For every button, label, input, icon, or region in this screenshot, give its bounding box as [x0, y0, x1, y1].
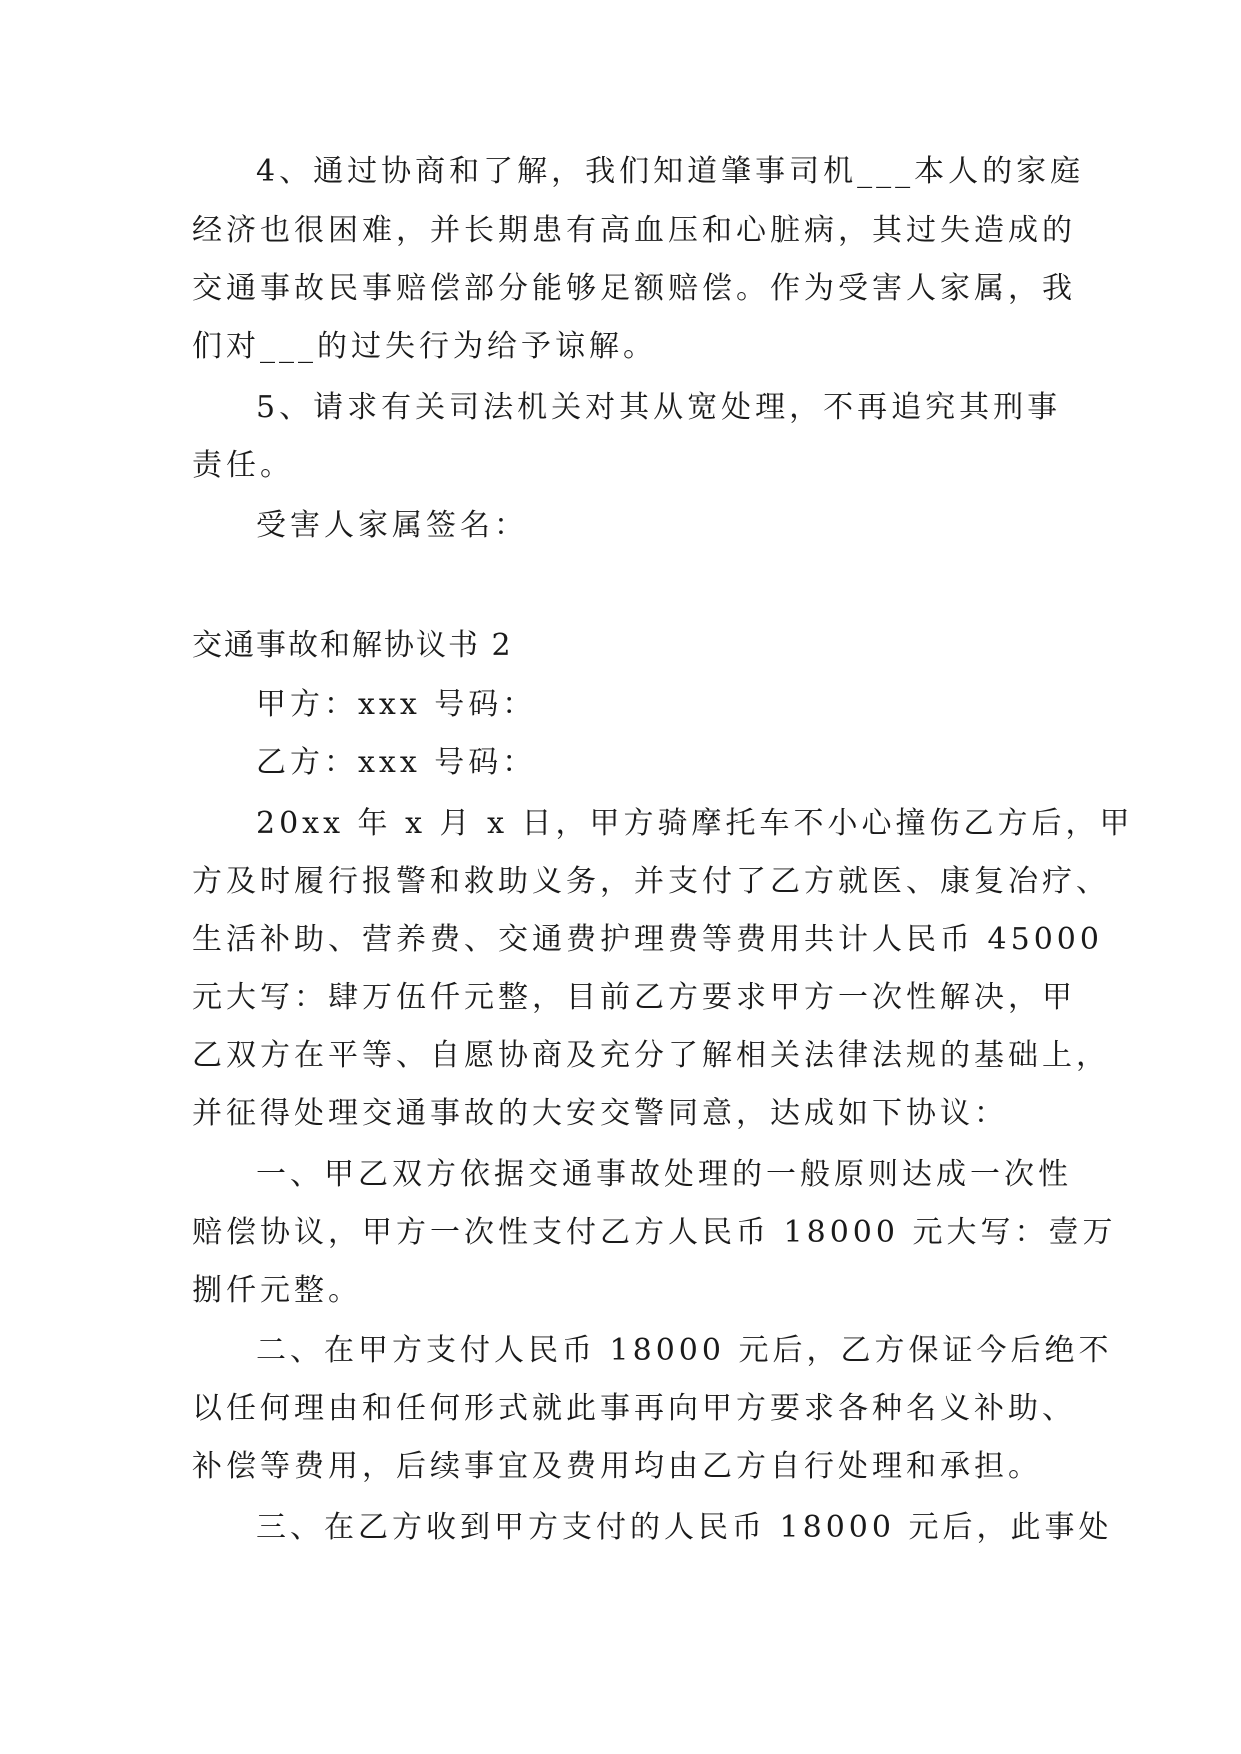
paragraph-5-line-2: 责任。 — [192, 448, 294, 483]
clause-1-line-2: 赔偿协议，甲方一次性支付乙方人民币 18000 元大写：壹万 — [192, 1215, 1117, 1250]
intro-line-2: 方及时履行报警和救助义务，并支付了乙方就医、康复冶疗、 — [192, 864, 1110, 899]
clause-2-line-1: 二、在甲方支付人民币 18000 元后，乙方保证今后绝不 — [256, 1333, 1113, 1368]
party-a: 甲方：xxx 号码： — [256, 687, 537, 722]
intro-line-1: 20xx 年 x 月 x 日，甲方骑摩托车不小心撞伤乙方后，甲 — [256, 806, 1134, 841]
paragraph-4-line-1: 4、通过协商和了解，我们知道肇事司机___本人的家庭 — [256, 154, 1085, 189]
clause-2-line-3: 补偿等费用，后续事宜及费用均由乙方自行处理和承担。 — [192, 1449, 1042, 1484]
party-b: 乙方：xxx 号码： — [256, 745, 537, 780]
signature-label: 受害人家属签名： — [256, 508, 528, 543]
intro-line-5: 乙双方在平等、自愿协商及充分了解相关法律法规的基础上， — [192, 1038, 1110, 1073]
clause-3-line-1: 三、在乙方收到甲方支付的人民币 18000 元后，此事处 — [256, 1510, 1113, 1545]
clause-1-line-1: 一、甲乙双方依据交通事故处理的一般原则达成一次性 — [256, 1157, 1072, 1192]
intro-line-6: 并征得处理交通事故的大安交警同意，达成如下协议： — [192, 1096, 1008, 1131]
paragraph-4-line-3: 交通事故民事赔偿部分能够足额赔偿。作为受害人家属，我 — [192, 271, 1076, 306]
paragraph-4-line-2: 经济也很困难，并长期患有高血压和心脏病，其过失造成的 — [192, 213, 1076, 248]
document-title: 交通事故和解协议书 2 — [192, 628, 513, 663]
clause-1-line-3: 捌仟元整。 — [192, 1273, 362, 1308]
intro-line-4: 元大写：肆万伍仟元整，目前乙方要求甲方一次性解决，甲 — [192, 980, 1076, 1015]
clause-2-line-2: 以任何理由和任何形式就此事再向甲方要求各种名义补助、 — [192, 1391, 1076, 1426]
paragraph-5-line-1: 5、请求有关司法机关对其从宽处理，不再追究其刑事 — [256, 390, 1062, 425]
intro-line-3: 生活补助、营养费、交通费护理费等费用共计人民币 45000 — [192, 922, 1103, 957]
paragraph-4-line-4: 们对___的过失行为给予谅解。 — [192, 329, 657, 364]
